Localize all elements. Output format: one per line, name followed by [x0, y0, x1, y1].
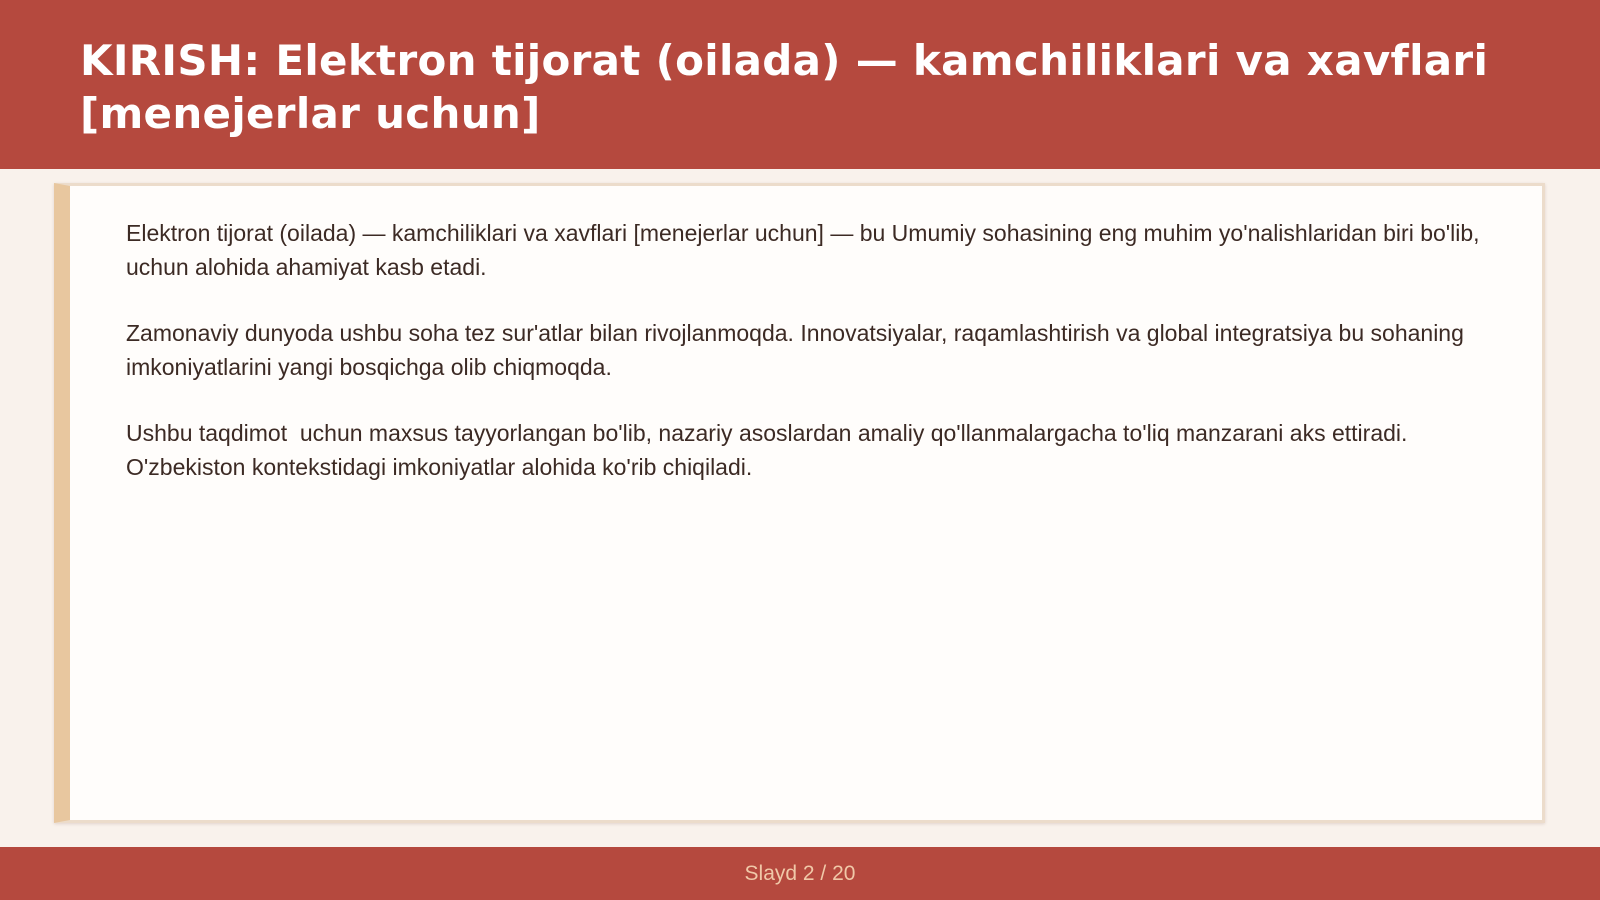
slide-title: KIRISH: Elektron tijorat (oilada) — kamchiliklari va xavflari [menejerlar uchun] — [80, 36, 1489, 138]
paragraph-modern-world: Zamonaviy dunyoda ushbu soha tez sur'atlar bilan rivojlanmoqda. Innovatsiyalar, raqamlashtirish va global integratsiya bu sohaning imkoniyatlarini yangi bosqichga olib chiqmoqda. — [126, 320, 1471, 380]
paragraph-intro: Elektron tijorat (oilada) — kamchiliklari va xavflari [menejerlar uchun] — bu Umumiy sohasining eng muhim yo'nalishlaridan biri bo'lib, uchun alohida ahamiyat kasb etadi. — [126, 220, 1493, 280]
content-body — [126, 216, 1526, 516]
content-card — [54, 183, 1545, 823]
slide-footer — [0, 847, 1600, 900]
slide-number: Slayd 2 / 20 — [744, 862, 856, 885]
slide-header — [0, 0, 1600, 169]
paragraph-presentation: Ushbu taqdimot uchun maxsus tayyorlangan bo'lib, nazariy asoslardan amaliy qo'llanmalargacha to'liq manzarani aks ettiradi. O'zbekiston kontekstidagi imkoniyatlar alohida ko'rib chiqiladi. — [126, 420, 1414, 480]
